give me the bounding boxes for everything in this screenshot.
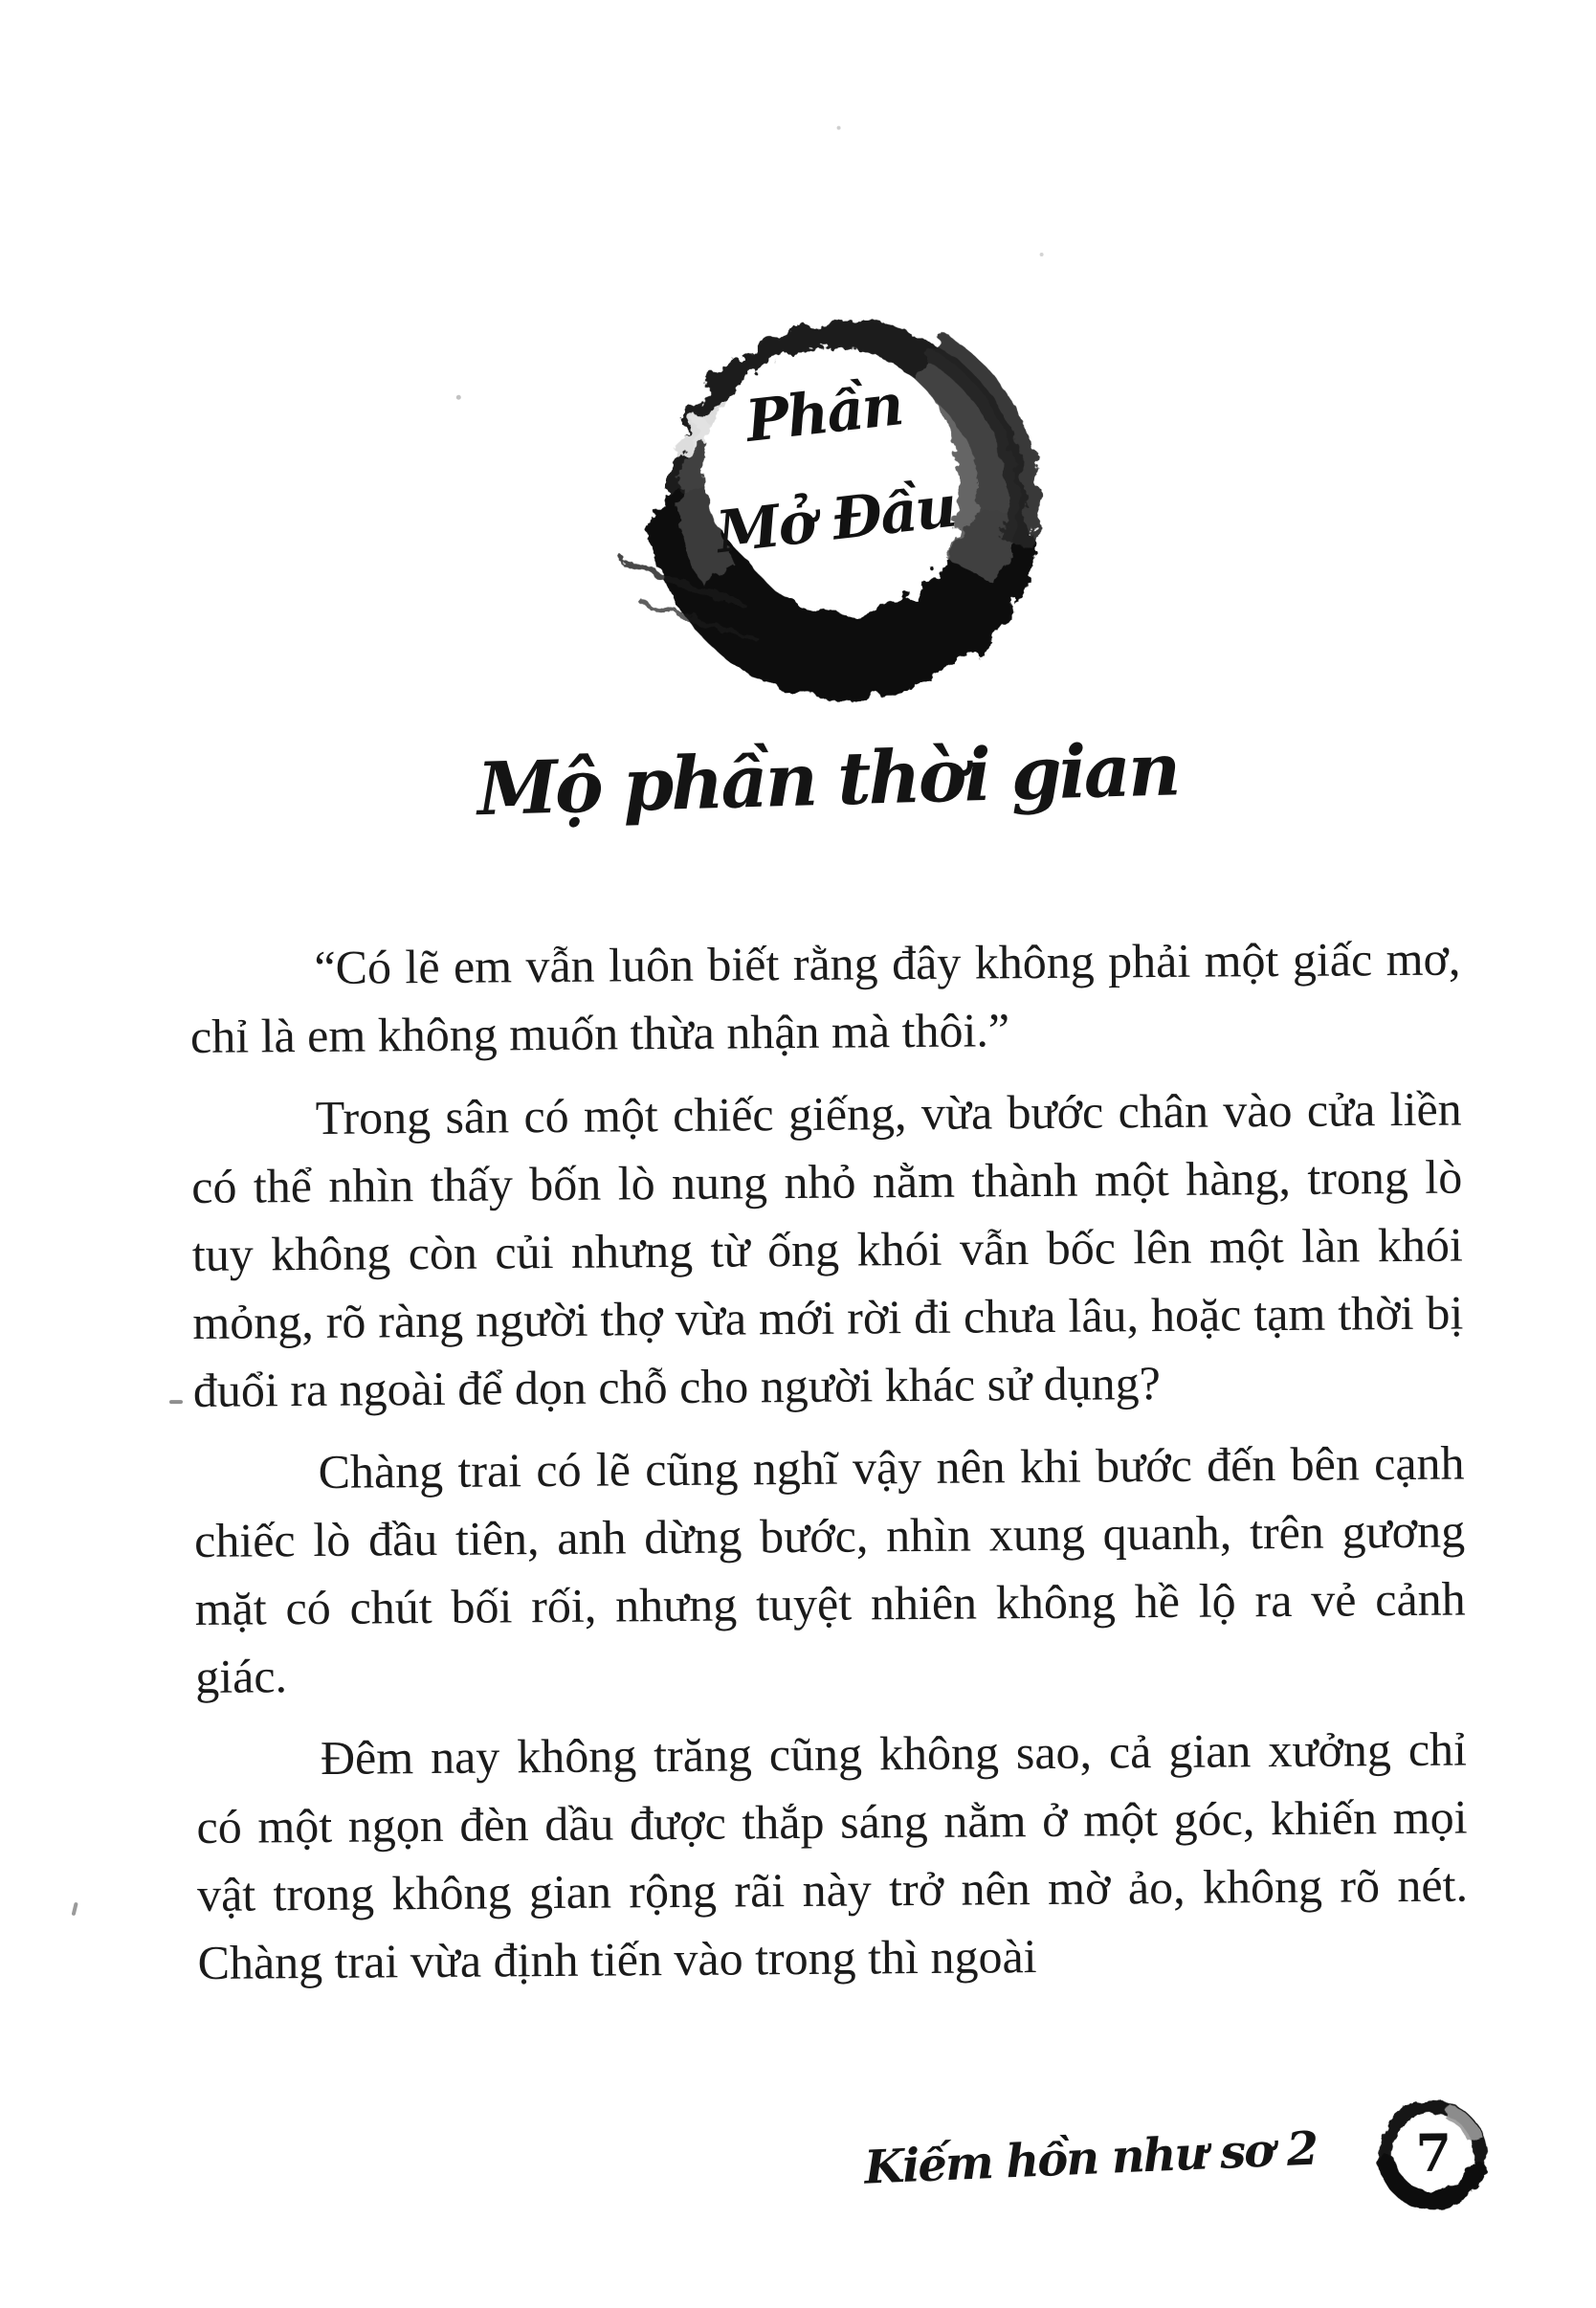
- scan-speck: [837, 126, 841, 130]
- chapter-badge-line2: Mở Đầu: [713, 473, 959, 567]
- chapter-badge: [610, 276, 1074, 734]
- scan-speck: [1040, 253, 1044, 256]
- footer: [864, 2086, 1503, 2229]
- scan-speck: [169, 1400, 183, 1404]
- body-paragraph: Trong sân có một chiếc giếng, vừa bước chân vào cửa liền có thể nhìn thấy bốn lò nung nhỏ nằm thành một hàng, trong lò tuy không còn củi nhưng từ ống khói vẫn bốc lên một làn khói mỏng, rõ ràng người thợ vừa mới rời đi chưa lâu, hoặc tạm thời bị đuổi ra ngoài để dọn chỗ cho người khác sử dụng?: [191, 1081, 1464, 1417]
- body-text: [189, 925, 1469, 2011]
- scan-speck: [72, 1902, 78, 1917]
- footer-book-title: Kiếm hồn như sơ 2: [863, 2121, 1319, 2195]
- body-paragraph: Chàng trai có lẽ cũng nghĩ vậy nên khi bước đến bên cạnh chiếc lò đầu tiên, anh dừng bước, nhìn xung quanh, trên gương mặt có chút bối rối, nhưng tuyệt nhiên không hề lộ ra vẻ cảnh giác.: [193, 1435, 1466, 1703]
- chapter-badge-text: [683, 330, 977, 604]
- chapter-badge-line1: Phần: [743, 371, 906, 456]
- body-paragraph: Đêm nay không trăng cũng không sao, cả gian xưởng chỉ có một ngọn đèn dầu được thắp sáng nằm ở một góc, khiến mọi vật trong không gian rộng rãi này trở nên mờ ảo, không rõ nét. Chàng trai vừa định tiến vào trong thì ngoài: [196, 1721, 1469, 1989]
- body-paragraph: “Có lẽ em vẫn luôn biết rằng đây không phải một giấc mơ, chỉ là em không muốn thừa nhận mà thôi.”: [189, 931, 1461, 1063]
- scan-speck: [456, 395, 461, 400]
- chapter-title: Mộ phần thời gian: [476, 726, 1180, 832]
- page-number-badge: [1364, 2086, 1503, 2225]
- page-number: 7: [1415, 2121, 1452, 2184]
